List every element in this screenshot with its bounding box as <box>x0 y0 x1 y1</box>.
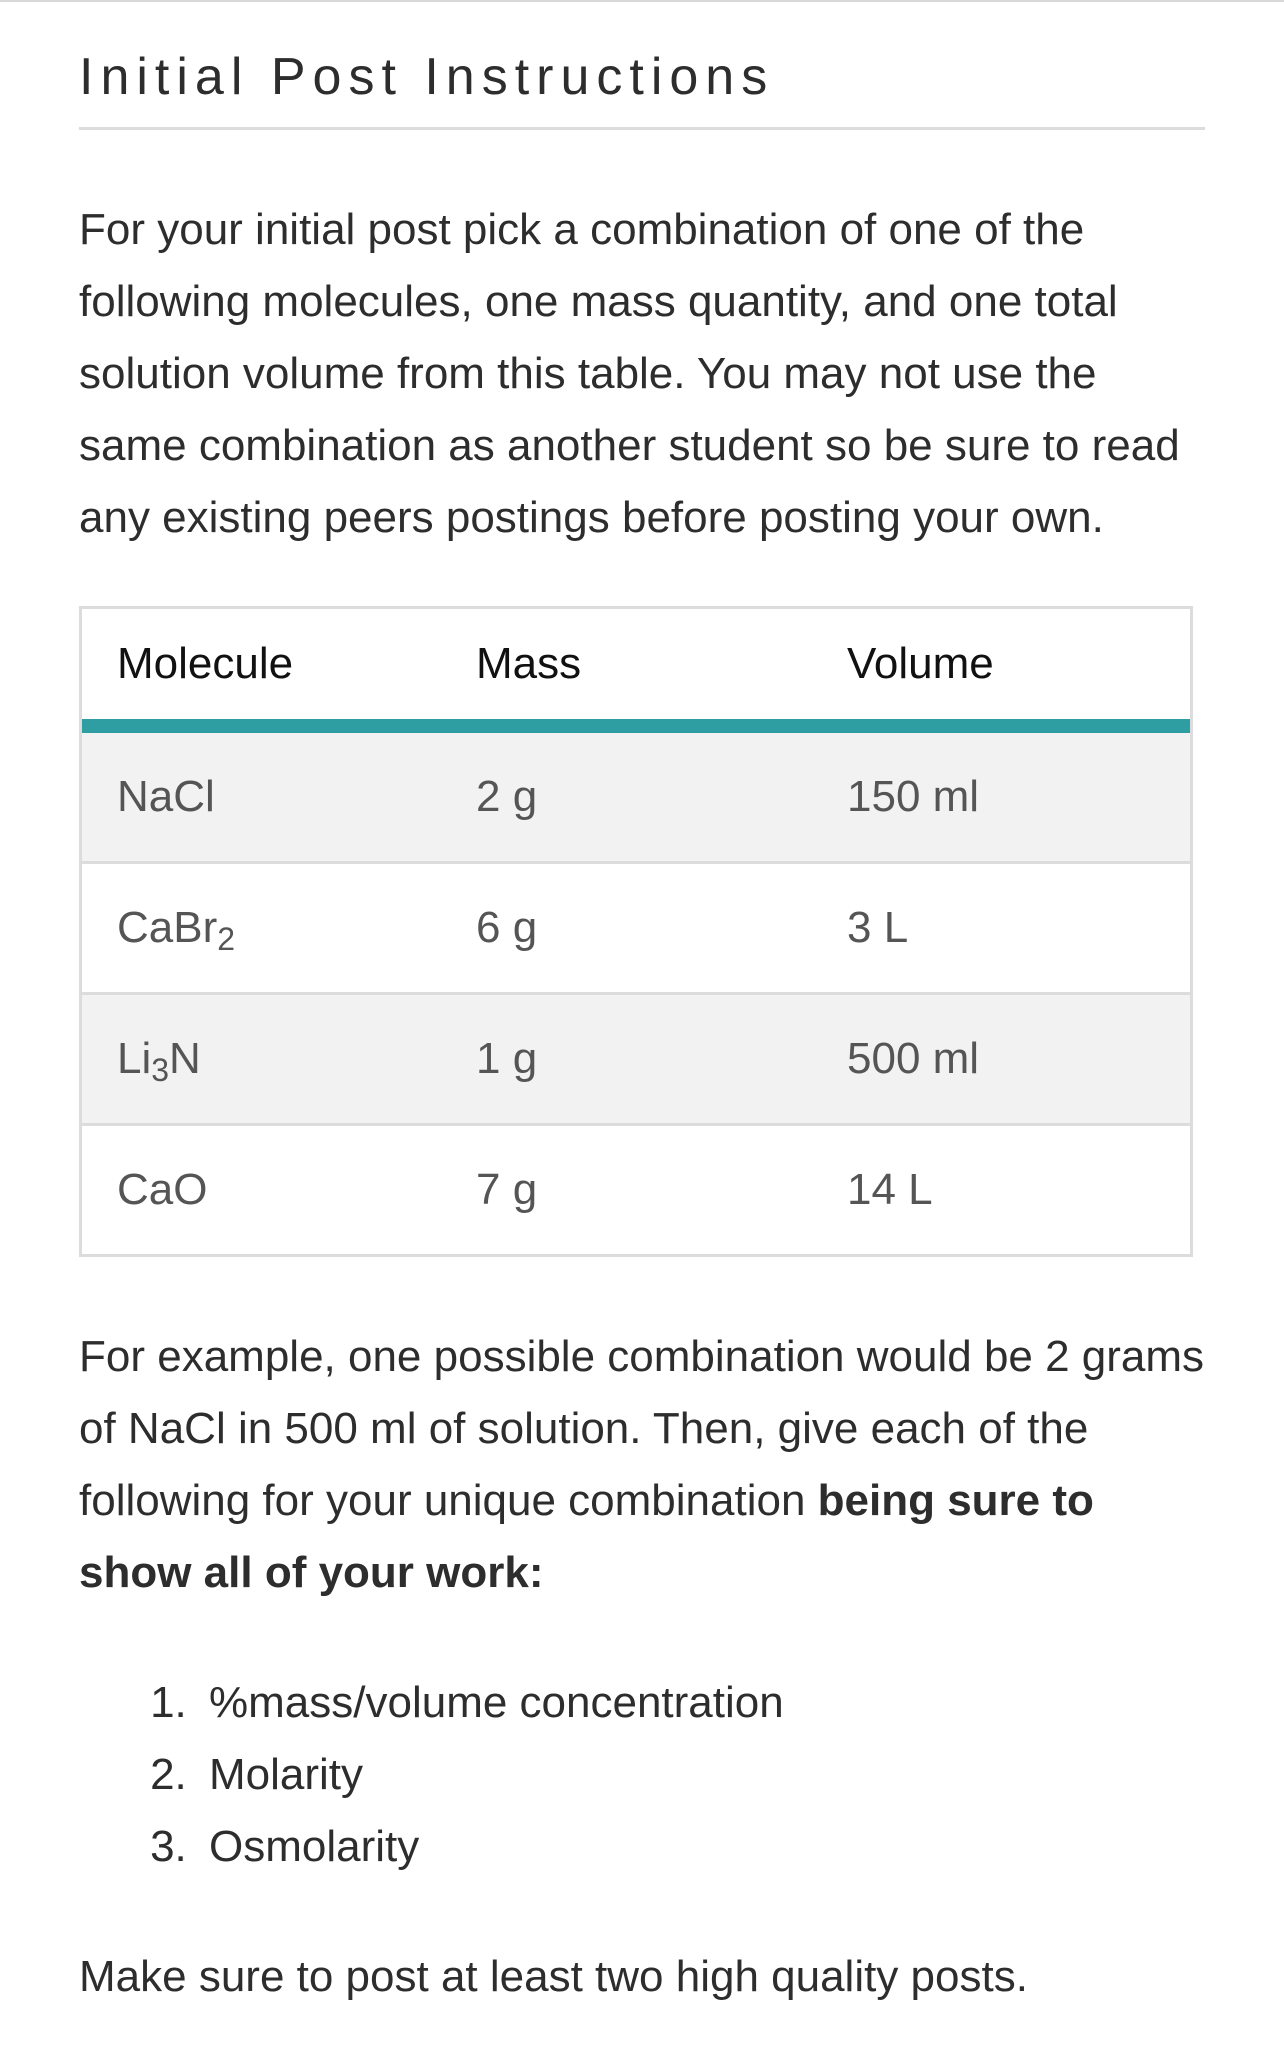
table-row <box>82 994 1190 1125</box>
table-header-row <box>82 609 1190 726</box>
example-emphasis: being sure to show all of your work: <box>79 1476 1094 1597</box>
example-paragraph <box>79 1321 1205 1609</box>
title-divider <box>79 127 1205 130</box>
mass-cell: 6 g <box>441 863 812 994</box>
header-volume: Volume <box>812 609 1190 726</box>
volume-cell: 14 L <box>812 1125 1190 1255</box>
page-title: Initial Post Instructions <box>79 48 775 106</box>
volume-cell: 500 ml <box>812 994 1190 1125</box>
post-instructions-page <box>79 0 1205 2013</box>
table-row <box>82 863 1190 994</box>
example-text: For example, one possible combination would be 2 grams of NaCl in 500 ml of solution. Then, give each of the following for your unique combination <box>79 1332 1205 1525</box>
list-item: 2. Molarity <box>199 1739 1205 1811</box>
table-row <box>82 726 1190 863</box>
header-molecule: Molecule <box>82 609 441 726</box>
volume-cell: 150 ml <box>812 726 1190 863</box>
table-row <box>82 1125 1190 1255</box>
volume-cell: 3 L <box>812 863 1190 994</box>
combination-table <box>79 606 1193 1257</box>
mass-cell: 7 g <box>441 1125 812 1255</box>
mass-cell: 2 g <box>441 726 812 863</box>
list-item: 3. Osmolarity <box>199 1811 1205 1883</box>
molecule-cell: NaCl <box>82 726 441 863</box>
molecule-cell: CaO <box>82 1125 441 1255</box>
intro-paragraph: For your initial post pick a combination of one of the following molecules, one mass quantity, and one total solution volume from this table. You may not use the same combination as another student so be sure to read any existing peers postings before posting your own. <box>79 205 1180 542</box>
mass-cell: 1 g <box>441 994 812 1125</box>
list-item: 1. %mass/volume concentration <box>199 1667 1205 1739</box>
molecule-cell: $Li_3N$ <box>82 994 441 1125</box>
molecule-cell: CaBr$_2$ <box>82 863 441 994</box>
closing-paragraph: Make sure to post at least two high quality posts. <box>79 1952 1028 2001</box>
header-mass: Mass <box>441 609 812 726</box>
requirements-list <box>79 1667 1205 1883</box>
